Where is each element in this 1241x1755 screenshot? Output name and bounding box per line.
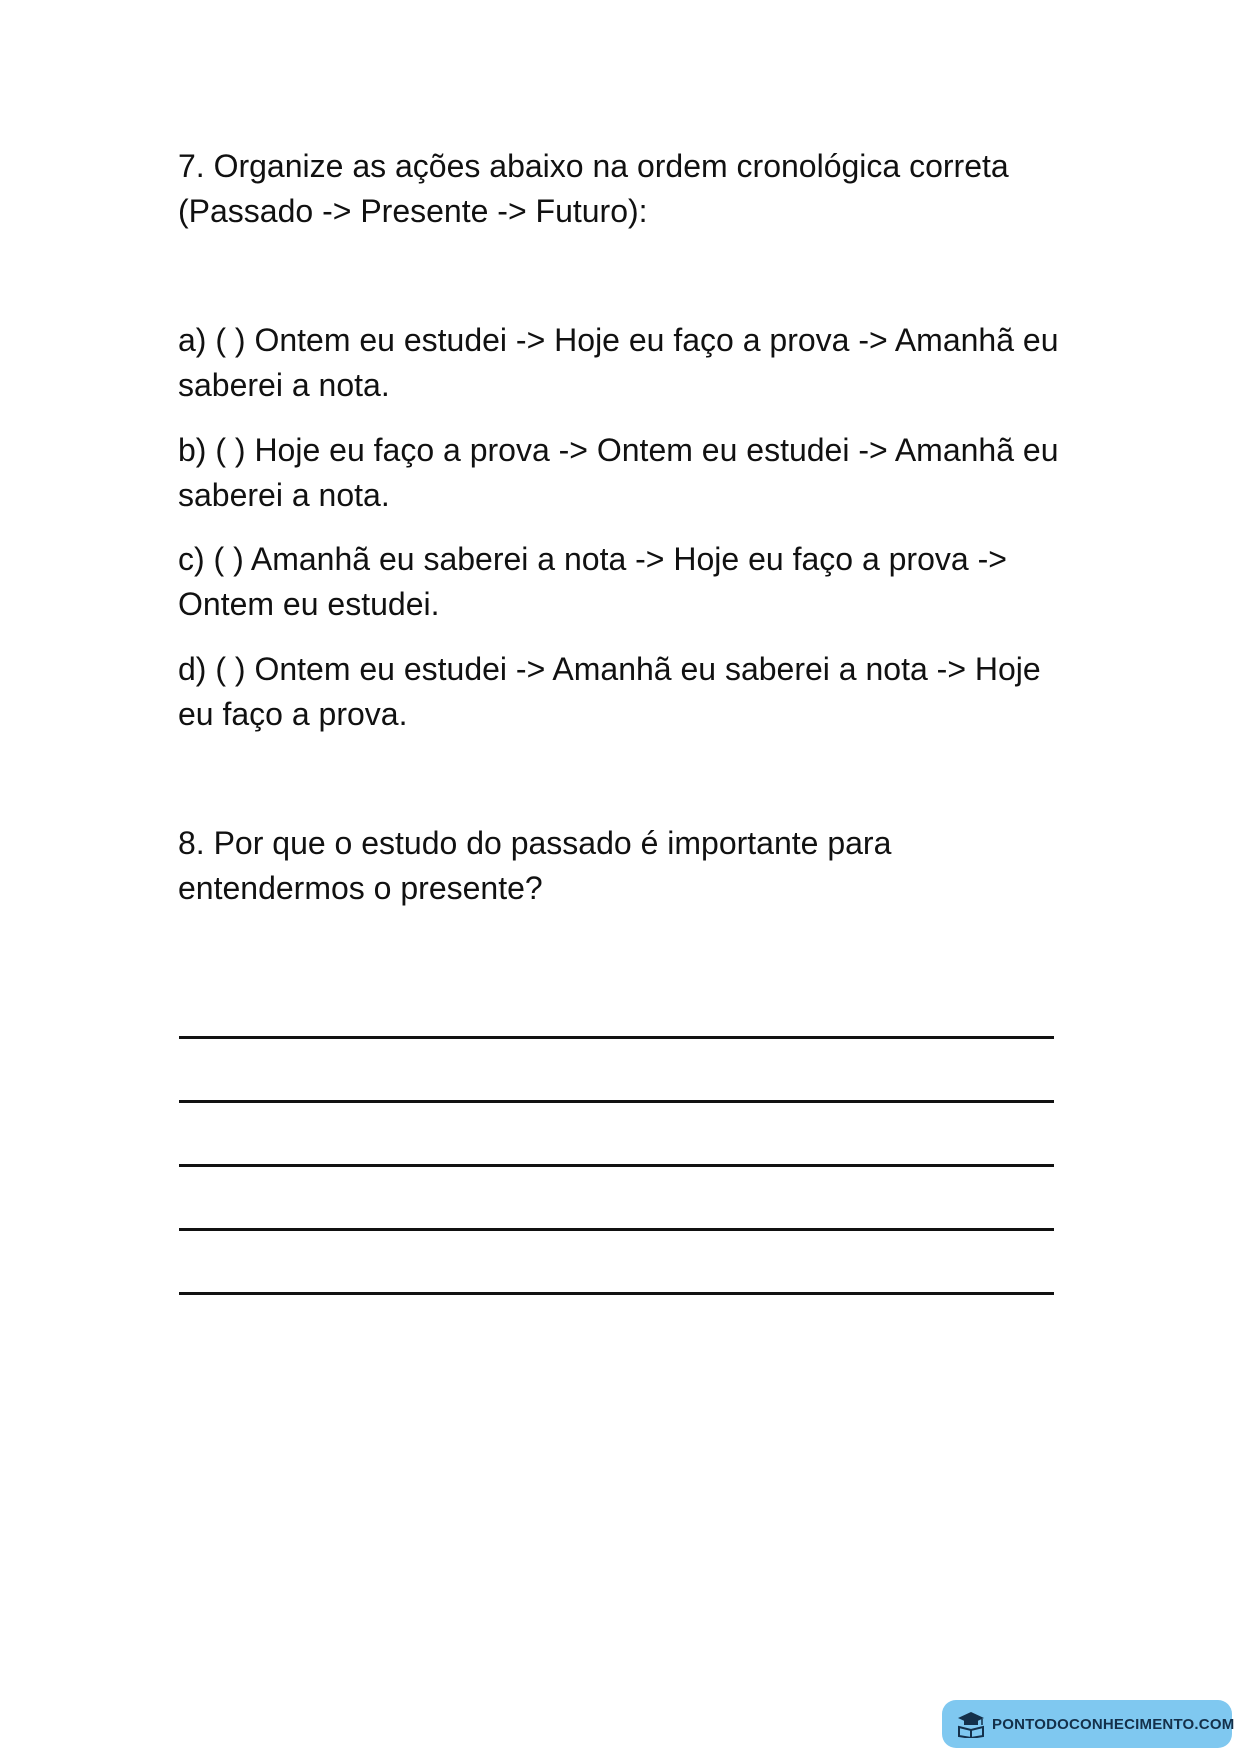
site-badge-label: PONTODOCONHECIMENTO.COM: [992, 1715, 1235, 1733]
graduation-book-icon: [956, 1710, 986, 1738]
site-badge[interactable]: [942, 1700, 1235, 1748]
question-7-option-b: b) ( ) Hoje eu faço a prova -> Ontem eu estudei -> Amanhã eu saberei a nota.: [178, 432, 1059, 513]
question-7-prompt: 7. Organize as ações abaixo na ordem cronológica correta (Passado -> Presente -> Futuro):: [178, 148, 1009, 229]
answer-line[interactable]: [179, 1228, 1054, 1231]
answer-line[interactable]: [179, 1164, 1054, 1167]
question-8-prompt: 8. Por que o estudo do passado é importante para entendermos o presente?: [178, 825, 892, 906]
answer-line[interactable]: [179, 1100, 1054, 1103]
question-7-option-d: d) ( ) Ontem eu estudei -> Amanhã eu saberei a nota -> Hoje eu faço a prova.: [178, 651, 1041, 732]
answer-line[interactable]: [179, 1292, 1054, 1295]
question-7-option-c: c) ( ) Amanhã eu saberei a nota -> Hoje eu faço a prova -> Ontem eu estudei.: [178, 541, 1007, 622]
question-7-option-a: a) ( ) Ontem eu estudei -> Hoje eu faço a prova -> Amanhã eu saberei a nota.: [178, 322, 1059, 403]
answer-line[interactable]: [179, 1036, 1054, 1039]
